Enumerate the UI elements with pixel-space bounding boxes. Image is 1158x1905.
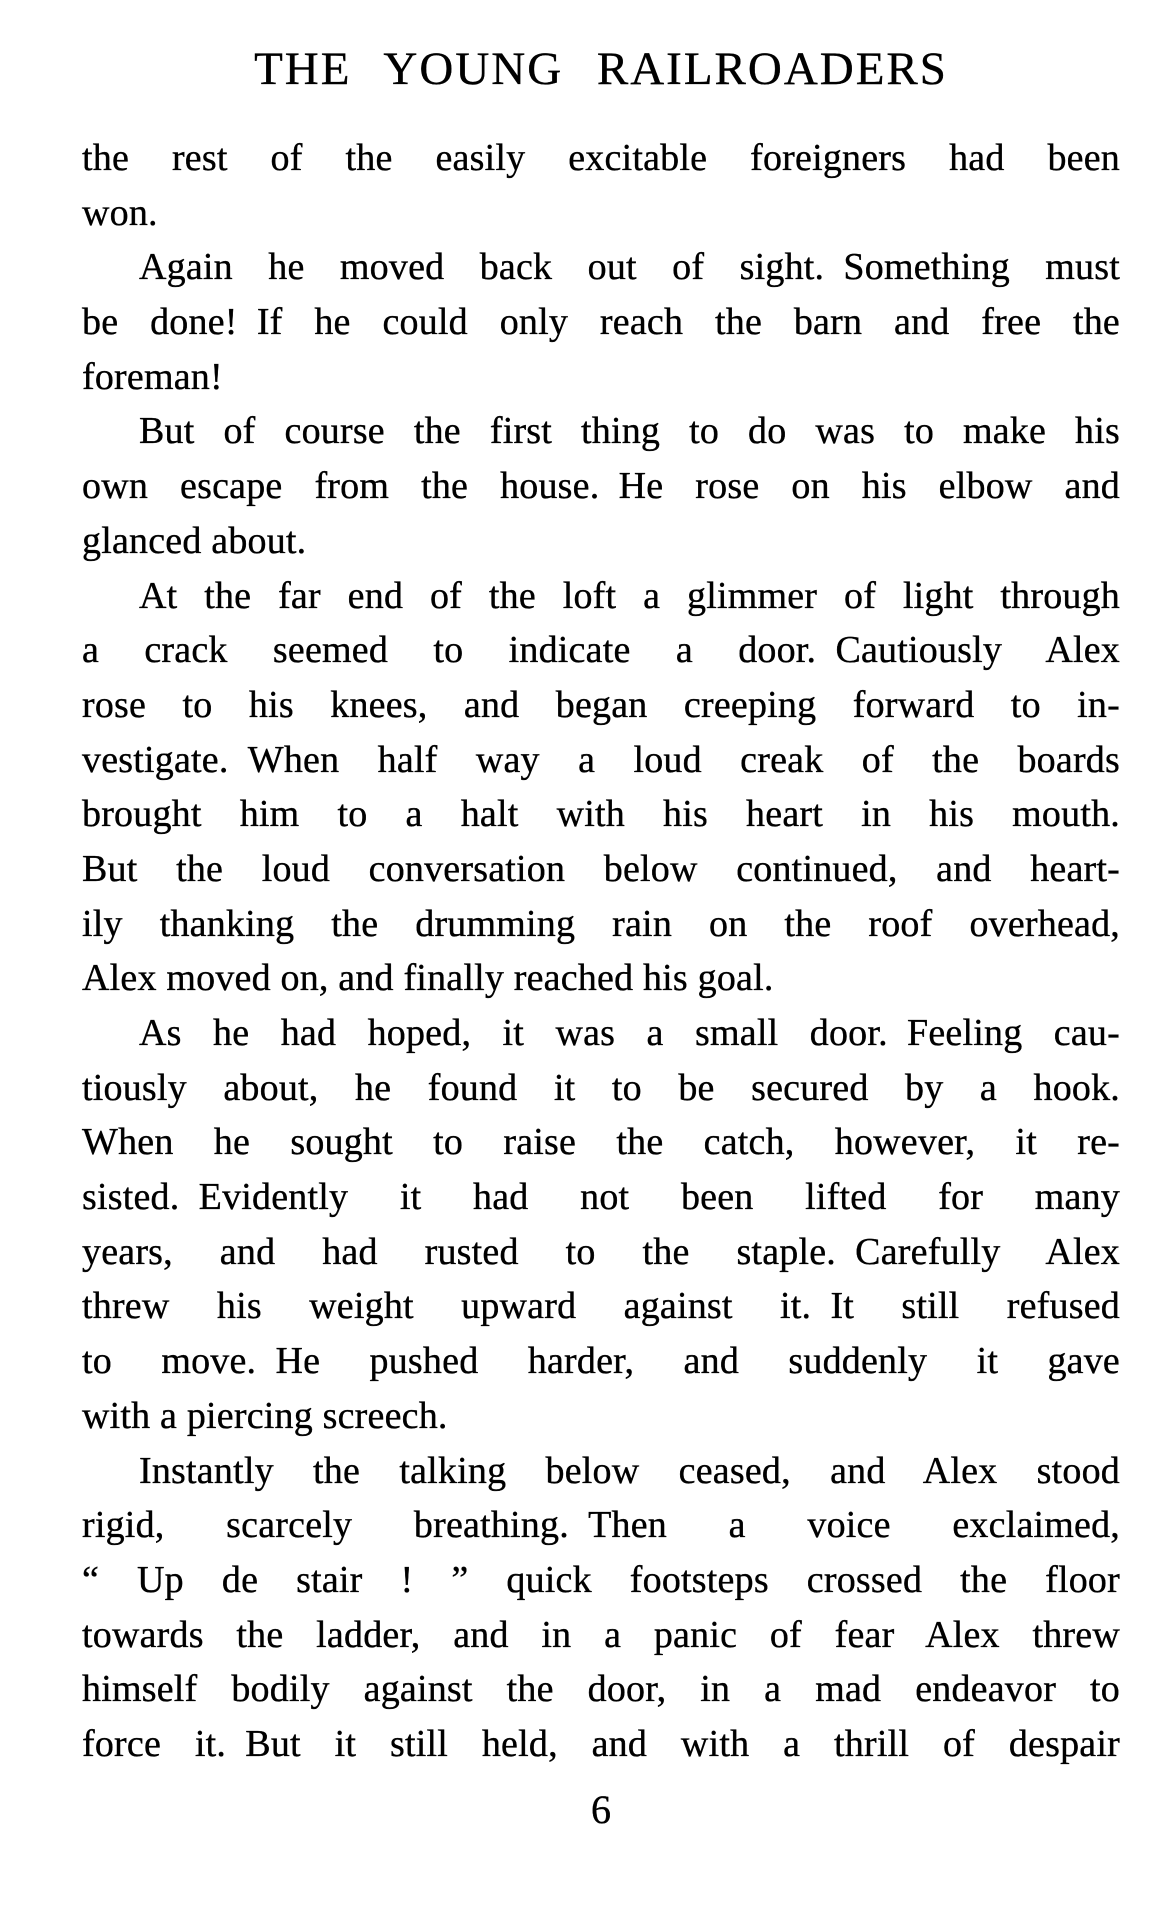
paragraph-1: [82, 131, 1120, 240]
text-line: the rest of the easily excitable foreigners had been: [82, 137, 1120, 179]
paragraph-2: [82, 240, 1120, 404]
paragraph-5: [82, 1006, 1120, 1444]
text-line: As he had hoped, it was a small door. Feeling cau-: [139, 1012, 1120, 1054]
text-block: [82, 131, 1120, 1772]
text-line: But of course the first thing to do was to make his: [139, 410, 1120, 453]
text-line: a crack seemed to indicate a door. Cautiously Alex: [82, 629, 1120, 672]
text-line: tiously about, he found it to be secured by a hook.: [82, 1066, 1120, 1109]
text-line: own escape from the house. He rose on his elbow and: [82, 465, 1120, 508]
text-line: rose to his knees, and began creeping forward to in-: [82, 683, 1120, 726]
text-line: rigid, scarcely breathing. Then a voice exclaimed,: [82, 1504, 1120, 1547]
text-line: “ Up de stair ! ” quick footsteps crossed the floor: [82, 1558, 1120, 1601]
text-line: won.: [82, 191, 158, 234]
text-line: brought him to a halt with his heart in his mouth.: [82, 793, 1120, 836]
text-line: But the loud conversation below continued, and heart-: [82, 847, 1120, 890]
text-line: vestigate. When half way a loud creak of the boards: [82, 738, 1120, 781]
text-line: with a piercing screech.: [82, 1394, 448, 1437]
text-line: Again he moved back out of sight. Something must: [139, 246, 1120, 289]
text-line: When he sought to raise the catch, however, it re-: [82, 1121, 1120, 1164]
text-line: himself bodily against the door, in a mad endeavor to: [82, 1668, 1120, 1711]
text-line: glanced about.: [82, 519, 307, 562]
text-line: ily thanking the drumming rain on the roof overhead,: [82, 902, 1120, 945]
text-line: force it. But it still held, and with a thrill of despair: [82, 1722, 1120, 1765]
text-line: threw his weight upward against it. It still refused: [82, 1285, 1120, 1328]
paragraph-4: [82, 569, 1120, 1007]
text-line: towards the ladder, and in a panic of fear Alex threw: [82, 1613, 1120, 1656]
text-line: be done! If he could only reach the barn and free the: [82, 301, 1120, 344]
page-title: THE YOUNG RAILROADERS: [254, 43, 948, 95]
page-number: 6: [591, 1787, 611, 1832]
paragraph-3: [82, 404, 1120, 568]
text-line: sisted. Evidently it had not been lifted for many: [82, 1176, 1120, 1219]
text-line: to move. He pushed harder, and suddenly it gave: [82, 1340, 1120, 1383]
text-line: Alex moved on, and finally reached his goal.: [82, 957, 774, 1000]
text-line: At the far end of the loft a glimmer of light through: [139, 574, 1120, 617]
text-line: years, and had rusted to the staple. Carefully Alex: [82, 1230, 1120, 1273]
text-line: foreman!: [82, 355, 223, 398]
paragraph-6: [82, 1444, 1120, 1772]
text-line: Instantly the talking below ceased, and Alex stood: [139, 1449, 1120, 1492]
